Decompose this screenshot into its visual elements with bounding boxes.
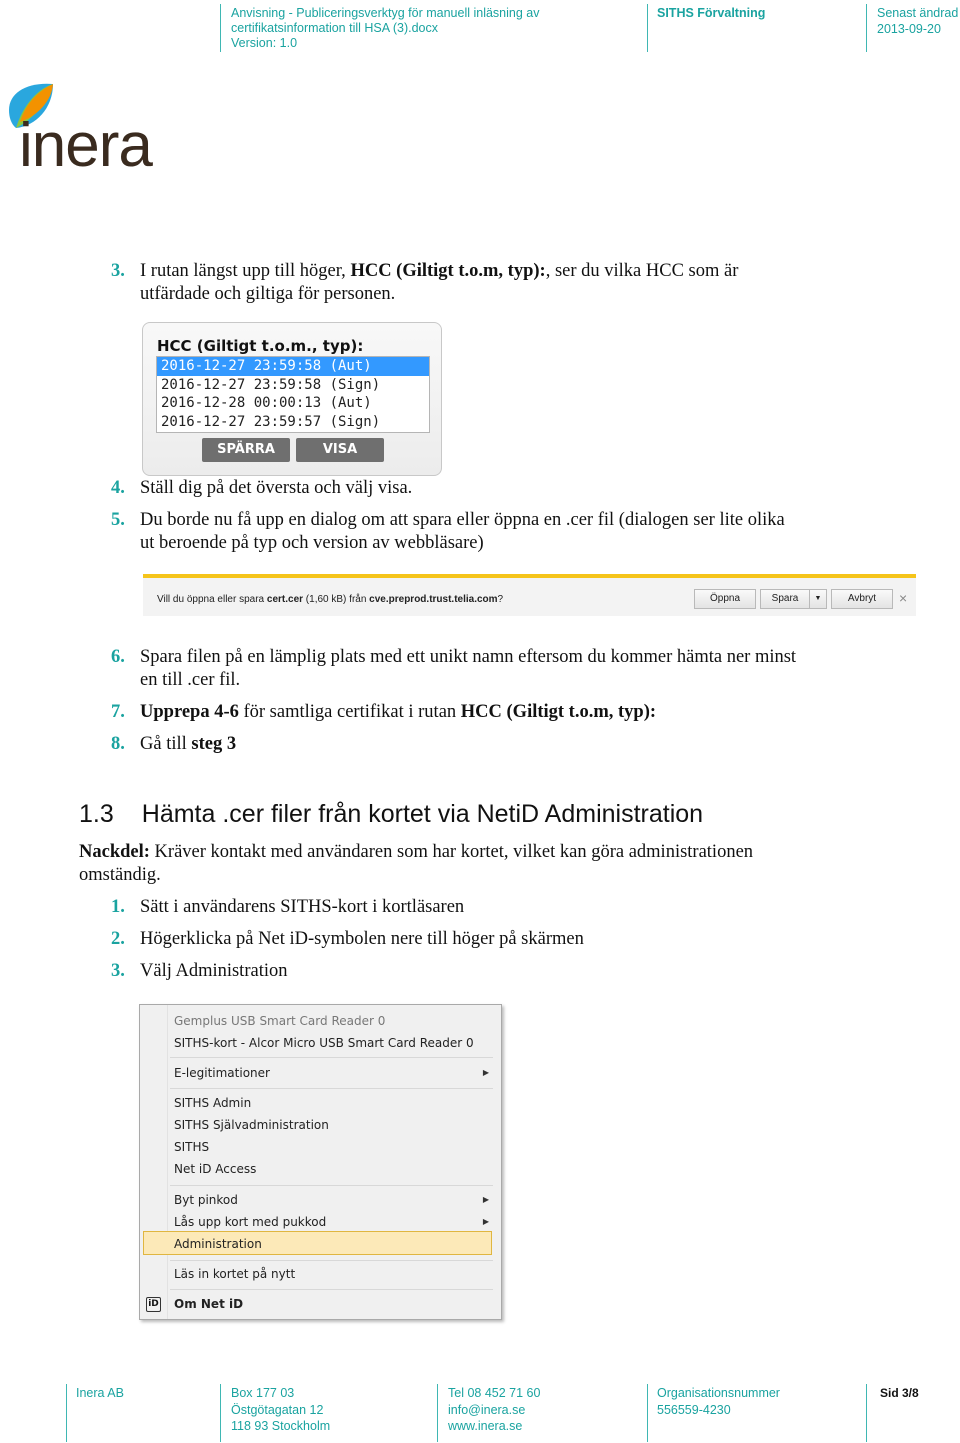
download-notification-bar — [143, 574, 916, 616]
download-msg-end: ? — [497, 594, 504, 605]
inera-logo — [6, 82, 166, 182]
step-number: 3. — [111, 961, 125, 981]
step-8-pre: Gå till — [140, 734, 192, 754]
step-text: I rutan längst upp till höger, HCC (Giltigt t.o.m, typ):, ser du vilka HCC som är utfärdade och giltiga för personen. — [140, 260, 870, 306]
save-dropdown-arrow-icon[interactable]: ▼ — [809, 589, 827, 609]
step-number: 5. — [111, 510, 125, 530]
step-text: Högerklicka på Net iD-symbolen nere till höger på skärmen — [140, 929, 584, 949]
step-5-line-2: ut beroende på typ och version av webbläsare) — [140, 533, 484, 553]
step-text — [140, 701, 870, 724]
header-doc-info — [231, 6, 539, 51]
footer-company: Inera AB — [76, 1386, 124, 1400]
step-number: 4. — [111, 478, 125, 498]
nackdel-line-2: omständig. — [79, 865, 161, 885]
footer-phone: Tel 08 452 71 60 — [448, 1386, 541, 1400]
header-doc-line: Anvisning - Publiceringsverktyg för manuell inläsning av — [231, 6, 540, 20]
submenu-arrow-icon: ▶ — [482, 1068, 489, 1077]
header-changed-date: 2013-09-20 — [877, 22, 941, 36]
menu-item-e-legitimationer[interactable]: E-legitimationer — [174, 1066, 270, 1080]
sparra-button[interactable]: SPÄRRA — [202, 438, 290, 462]
step-8-bold: steg 3 — [191, 734, 237, 754]
step-6-line-2: en till .cer fil. — [140, 670, 241, 690]
header-changed — [877, 6, 958, 37]
footer-website[interactable]: www.inera.se — [448, 1419, 523, 1433]
download-msg-pre: Vill du öppna eller spara — [157, 594, 267, 605]
step-number: 7. — [111, 702, 125, 722]
close-icon[interactable]: × — [899, 590, 908, 606]
menu-item-byt-pinkod[interactable]: Byt pinkod — [174, 1193, 238, 1207]
step-text — [140, 509, 870, 555]
visa-button[interactable]: VISA — [296, 438, 384, 462]
footer-page-number: Sid 3/8 — [880, 1386, 919, 1400]
footer-address-line: Box 177 03 — [231, 1386, 295, 1400]
footer-email[interactable]: info@inera.se — [448, 1402, 526, 1417]
hcc-item[interactable]: 2016-12-27 23:59:57 (Sign) — [161, 413, 381, 430]
save-button[interactable]: Spara — [760, 589, 810, 609]
step-text — [140, 733, 870, 756]
download-file: cert.cer — [266, 594, 304, 605]
header-version: Version: 1.0 — [231, 36, 298, 50]
nackdel-label: Nackdel: — [79, 842, 150, 862]
net-id-icon: iD — [146, 1297, 161, 1312]
step-number: 2. — [111, 929, 125, 949]
menu-item-siths-reader[interactable]: SITHS-kort - Alcor Micro USB Smart Card Reader 0 — [174, 1036, 474, 1050]
footer-address-line: Östgötagatan 12 — [231, 1402, 324, 1417]
menu-item-siths-admin[interactable]: SITHS Admin — [174, 1096, 252, 1110]
menu-item-om-net-id[interactable]: Om Net iD — [174, 1297, 244, 1311]
step-5-line-1: Du borde nu få upp en dialog om att spara eller öppna en .cer fil (dialogen ser lite olika — [140, 510, 785, 530]
step-6-line-1: Spara filen på en lämplig plats med ett unikt namn eftersom du kommer hämta ner minst — [140, 647, 797, 667]
hcc-item[interactable]: 2016-12-28 00:00:13 (Aut) — [161, 395, 372, 411]
header-dept: SITHS Förvaltning — [657, 6, 766, 20]
menu-item-administration[interactable]: Administration — [174, 1237, 262, 1251]
hcc-item[interactable]: 2016-12-27 23:59:58 (Aut) — [157, 357, 429, 376]
nackdel-paragraph — [79, 841, 879, 887]
cancel-button[interactable]: Avbryt — [831, 589, 893, 609]
menu-item-siths-sjalvadmin[interactable]: SITHS Självadministration — [174, 1118, 329, 1132]
header-doc-line: certifikatsinformation till HSA (3).docx — [231, 21, 439, 35]
download-message — [157, 594, 503, 605]
footer-contact — [448, 1385, 540, 1435]
menu-item-siths[interactable]: SITHS — [174, 1140, 210, 1154]
step-text — [140, 646, 870, 692]
footer-address-line: 118 93 Stockholm — [231, 1419, 331, 1433]
hcc-widget-screenshot — [142, 322, 442, 476]
footer-address — [231, 1385, 330, 1435]
step-text: Ställ dig på det översta och välj visa. — [140, 478, 413, 498]
download-msg-mid: (1,60 kB) från — [303, 594, 370, 605]
footer-org — [657, 1385, 780, 1418]
submenu-arrow-icon: ▶ — [482, 1217, 489, 1226]
header-changed-label: Senast ändrad — [877, 6, 959, 20]
section-heading — [79, 800, 703, 829]
footer-org-label: Organisationsnummer — [657, 1386, 780, 1400]
open-button[interactable]: Öppna — [694, 589, 756, 609]
menu-item-las-upp-kort[interactable]: Lås upp kort med pukkod — [174, 1215, 327, 1229]
step-text: Sätt i användarens SITHS-kort i kortläsaren — [140, 897, 465, 917]
step-7-mid: för samtliga certifikat i rutan — [238, 702, 461, 722]
step-7-bold-1: Upprepa 4-6 — [140, 702, 239, 722]
step-number: 8. — [111, 734, 125, 754]
footer-org-number: 556559-4230 — [657, 1402, 731, 1417]
step-number: 6. — [111, 647, 125, 667]
section-title: Hämta .cer filer från kortet via NetiD Administration — [141, 800, 704, 828]
section-number: 1.3 — [79, 800, 114, 828]
netid-context-menu — [139, 1004, 502, 1320]
hcc-title: HCC (Giltigt t.o.m., typ): — [157, 337, 364, 355]
step-number: 3. — [111, 261, 125, 281]
nackdel-line-1: Kräver kontakt med användaren som har kortet, vilket kan göra administrationen — [149, 842, 754, 862]
menu-item-las-in-kortet[interactable]: Läs in kortet på nytt — [174, 1267, 296, 1281]
step-3-line-2: utfärdade och giltiga för personen. — [140, 284, 396, 304]
hcc-listbox[interactable] — [156, 356, 430, 433]
step-text: Välj Administration — [140, 961, 288, 981]
menu-item-gemplus-reader[interactable]: Gemplus USB Smart Card Reader 0 — [174, 1014, 386, 1028]
logo-wordmark: inera — [19, 111, 152, 180]
step-7-bold-2: HCC (Giltigt t.o.m, typ): — [460, 702, 657, 722]
download-host: cve.preprod.trust.telia.com — [369, 594, 498, 605]
hcc-item[interactable]: 2016-12-27 23:59:58 (Sign) — [161, 376, 381, 393]
step-number: 1. — [111, 897, 125, 917]
step-3-bold: HCC (Giltigt t.o.m, typ): — [350, 261, 546, 281]
submenu-arrow-icon: ▶ — [482, 1195, 489, 1204]
menu-item-net-id-access[interactable]: Net iD Access — [174, 1162, 257, 1176]
